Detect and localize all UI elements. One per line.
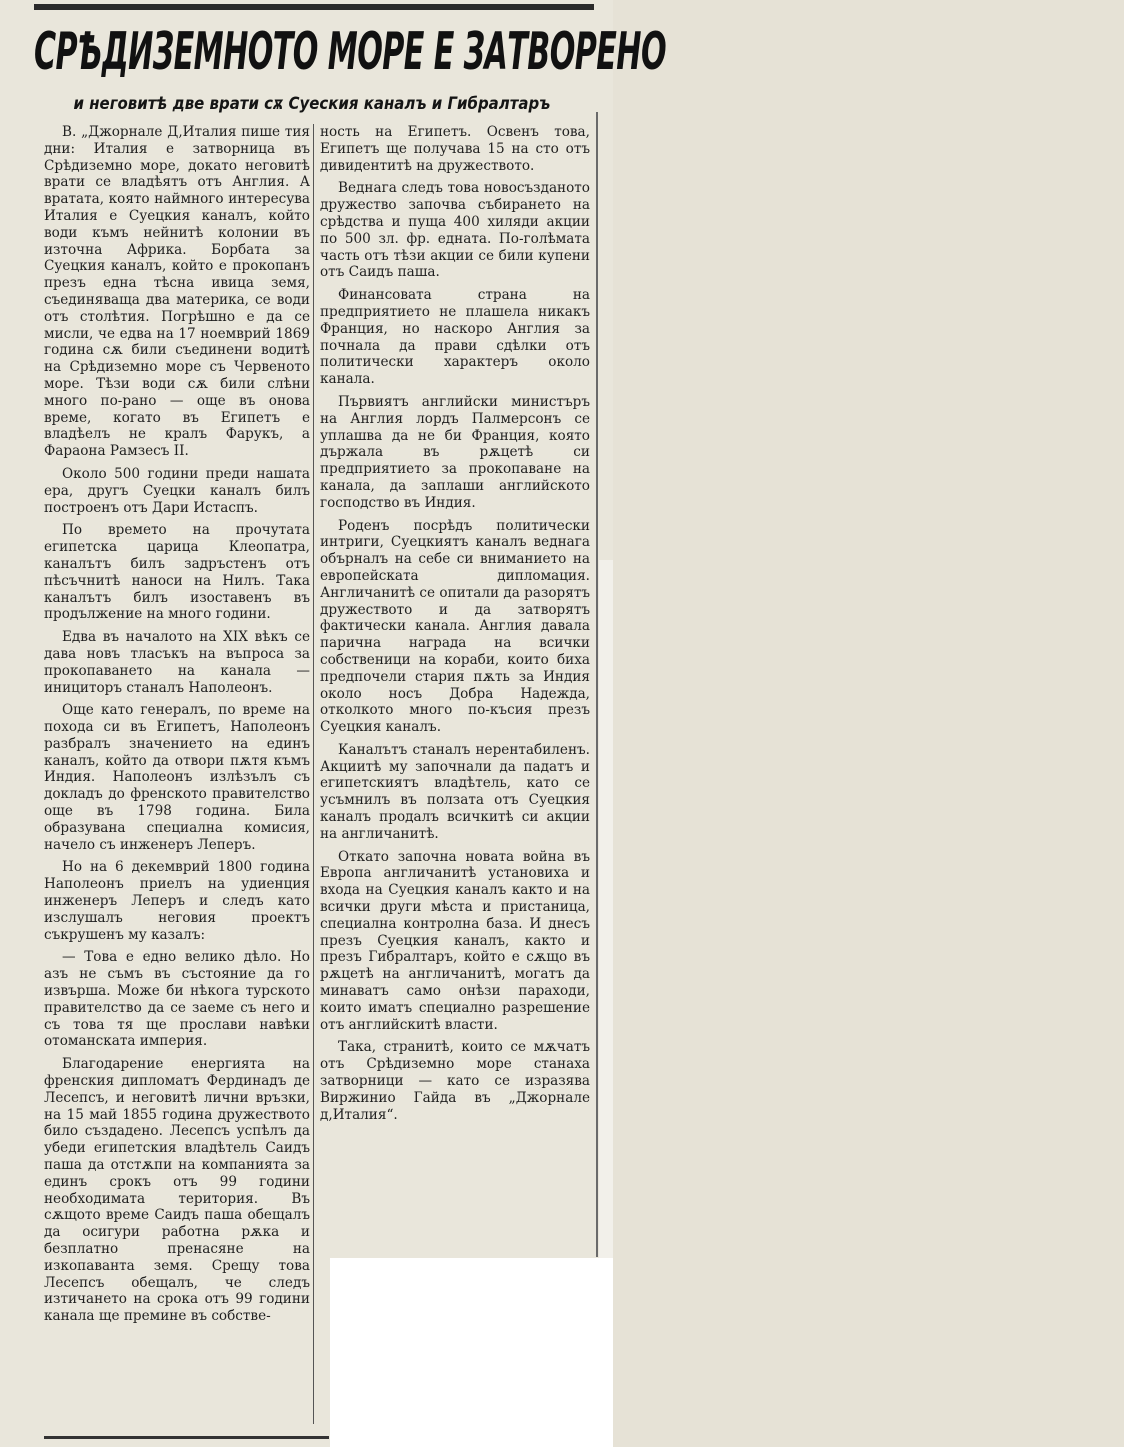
paragraph: Около 500 години преди нашата ера, другъ Суецки каналъ билъ построенъ отъ Дари Истаспъ. [44, 465, 310, 516]
paragraph: — Това е едно велико дѣло. Но азъ не съмъ въ състояние да го извърша. Може би нѣкога турското правителство да се заеме съ него и съ това тя ще прослави навѣки отоманската империя. [44, 949, 310, 1050]
bottom-rule [44, 1436, 329, 1439]
paragraph: Така, странитѣ, които се мѫчатъ отъ Срѣдиземно море станаха затворници — като се изразява Виржинио Гайда въ „Джорнале д,Италия“. [320, 1039, 590, 1123]
subheadline-text: и неговитѣ две врати сѫ Суеския каналъ и Гибралтаръ [73, 94, 551, 114]
paragraph: Още като генералъ, по време на похода си въ Египетъ, Наполеонъ разбралъ значението на единъ каналъ, който да отвори пѫтя къмъ Индия. Наполеонъ излѣзълъ съ докладъ до френското правителство още въ 1798 година. Била образувана специална комисия, начело съ инженеръ Леперъ. [44, 702, 310, 853]
paragraph: По времето на прочутата египетска царица Клеопатра, каналътъ билъ задръстенъ отъ пѣсъчнитѣ наноси на Нилъ. Така каналътъ билъ изоставенъ въ продължение на много години. [44, 522, 310, 623]
paragraph: Финансовата страна на предприятието не плашела никакъ Франция, но наскоро Англия за почнала да прави сдѣлки отъ политически характеръ около канала. [320, 287, 590, 388]
scan-edge [599, 560, 613, 1260]
paragraph: Но на 6 декемврий 1800 година Наполеонъ приелъ на удиенция инженеръ Леперъ и следъ като изслушалъ неговия проектъ съкрушенъ му казалъ: [44, 859, 310, 943]
paragraph: Едва въ началото на XIX вѣкъ се дава новъ тласъкъ на въпроса за прокопаването на канала — инициторъ станалъ Наполеонъ. [44, 629, 310, 696]
headline [34, 20, 667, 84]
paragraph: Първиятъ английски министъръ на Англия лордъ Палмерсонъ се уплашва да не би Франция, която държала въ рѫцетѣ си предприятието за прокопаване на канала, да заплаши английското господство въ Индия. [320, 393, 590, 511]
column-divider [313, 124, 314, 1424]
paragraph: В. „Джорнале Д,Италия пише тия дни: Италия е затворница въ Срѣдиземно море, докато неговитѣ врати се владѣятъ отъ Англия. А вратата, която наймного интересува Италия е Суецкия каналъ, който води къмъ нейнитѣ колонии въ източна Африка. Борбата за Суецкия каналъ, който е прокопанъ презъ една тѣсна ивица земя, съединяваща два материка, се води отъ столѣтия. Погрѣшно е да се мисли, че едва на 17 ноемврий 1869 година сѫ били съединени водитѣ на Срѣдиземно море съ Червеното море. Тѣзи води сѫ били слѣни много по-рано — още въ онова време, когато въ Египетъ е владѣелъ не кралъ Фарукъ, а Фараона Рамзесъ II. [44, 124, 310, 460]
blank-area [330, 1258, 613, 1447]
headline-text: СРѢДИЗЕМНОТО МОРЕ Е ЗАТВОРЕНО [34, 22, 667, 82]
paragraph: Веднага следъ това новосъзданото дружество започва събирането на срѣдства и пуща 400 хиляди акции по 500 зл. фр. едната. По-голѣмата часть отъ тѣзи акции се били купени отъ Саидъ паша. [320, 180, 590, 281]
right-column [320, 124, 590, 1224]
paragraph: Каналътъ станалъ нерентабиленъ. Акциитѣ му започнали да падатъ и египетскиятъ владѣтель, като се усъмнилъ въ ползата отъ Суецкия каналъ продалъ всичкитѣ си акции на англичанитѣ. [320, 741, 590, 842]
paragraph: Роденъ посрѣдъ политически интриги, Суецкиятъ каналъ веднага обърналъ на себе си вниманието на европейската дипломация. Англичанитѣ се опитали да разорятъ дружеството и да затворятъ фактически канала. Англия давала парична награда на всички собственици на кораби, които биха предпочели стария пѫть за Индия около носъ Добра Надежда, отколкото много по-късия презъ Суецкия каналъ. [320, 517, 590, 736]
subheadline [34, 92, 590, 116]
left-column [44, 124, 310, 1424]
paragraph: Откато започна новата война въ Европа англичанитѣ установиха и входа на Суецкия каналъ както и на всички други мѣста и пристаница, специална контролна база. И днесъ презъ Суецкия каналъ, както и презъ Гибралтаръ, който е сѫщо въ рѫцетѣ на англичанитѣ, могатъ да минаватъ само онѣзи параходи, които иматъ специално разрешение отъ английскитѣ власти. [320, 848, 590, 1033]
right-border-rule [596, 112, 598, 1257]
paragraph: Благодарение енергията на френския дипломатъ Фердинадъ де Лесепсъ, и неговитѣ лични връзки, на 15 май 1855 година дружеството било създадено. Лесепсъ успѣлъ да убеди египетския владѣтель Саидъ паша да отстѫпи на компанията за единъ срокъ отъ 99 години необходимата територия. Въ сѫщото време Саидъ паша обещалъ да осигури работна рѫка и безплатно пренасяне на изкопаванта земя. Срещу това Лесепсъ обещалъ, че следъ изтичането на срока отъ 99 години канала ще премине въ собстве- [44, 1056, 310, 1325]
paragraph: ность на Египетъ. Освенъ това, Египетъ ще получава 15 на сто отъ дивидентитѣ на дружеството. [320, 124, 590, 174]
top-rule [34, 4, 594, 10]
